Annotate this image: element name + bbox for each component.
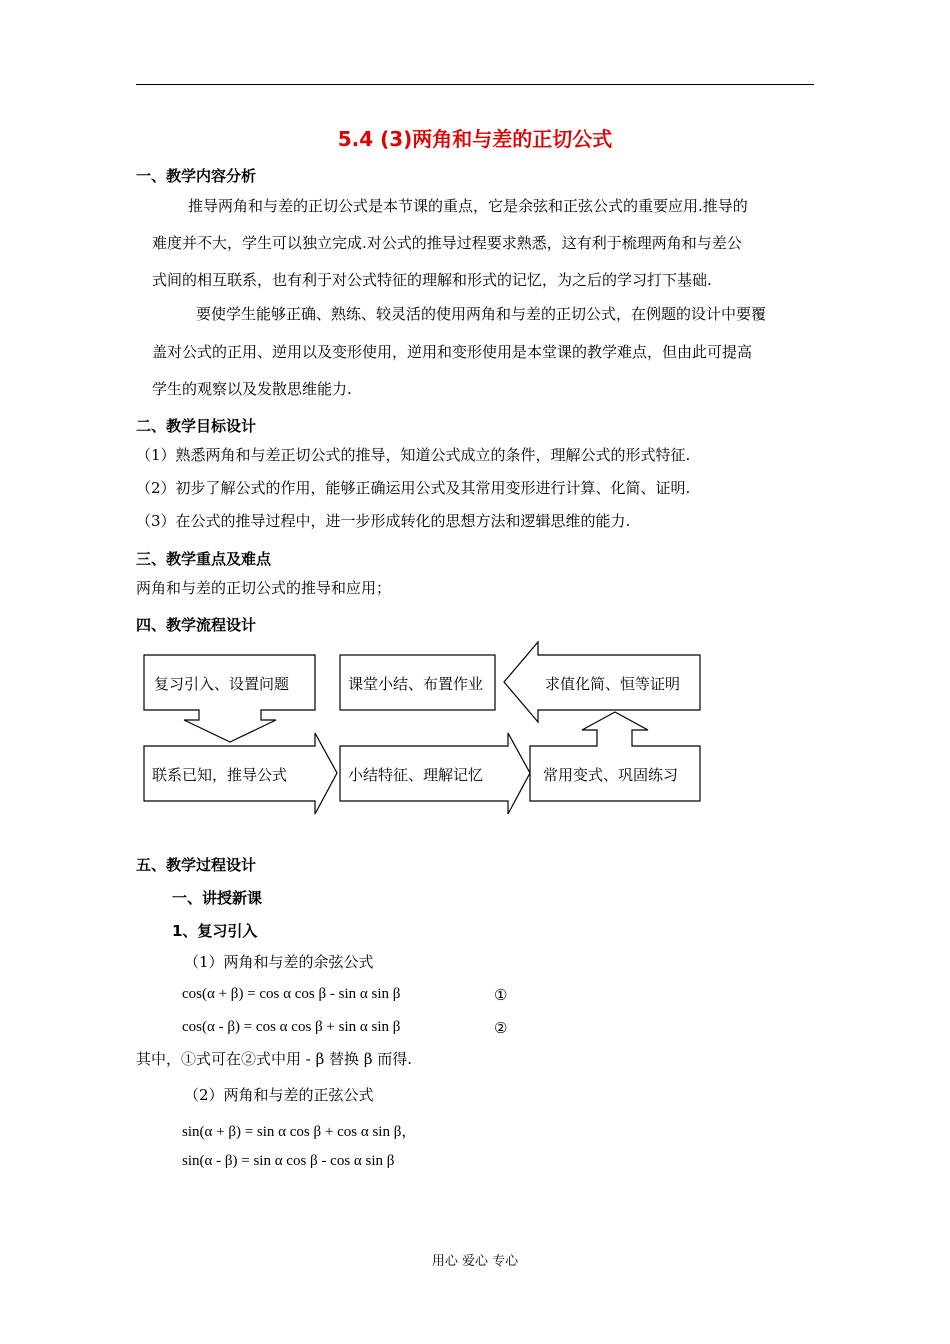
flow-box-review: 复习引入、设置问题 [154, 675, 290, 693]
flow-box-summary-features: 小结特征、理解记忆 [348, 766, 484, 784]
section-1-heading: 一、教学内容分析 [136, 167, 257, 185]
formula-mark-2: ② [494, 1019, 508, 1037]
flow-shape-box4 [530, 712, 700, 801]
formula-cos-minus: cos(α - β) = cos α cos β + sin α sin β [182, 1019, 401, 1035]
page-footer: 用心 爱心 专心 [431, 1254, 519, 1269]
formula-mark-1: ① [494, 986, 508, 1004]
page-title: 5.4 (3)两角和与差的正切公式 [337, 127, 613, 151]
s5-sub-heading-1: 一、讲授新课 [172, 889, 263, 907]
s5-sub-heading-2: 1、复习引入 [172, 922, 258, 940]
s2-item-3: （3）在公式的推导过程中，进一步形成转化的思想方法和逻辑思维的能力. [136, 512, 631, 530]
flow-shape-box1 [144, 655, 315, 742]
s2-item-2: （2）初步了解公式的作用，能够正确运用公式及其常用变形进行计算、化简、证明. [136, 479, 691, 497]
flow-box-evaluate: 求值化简、恒等证明 [545, 675, 681, 693]
s5-note: 其中，①式可在②式中用 - β 替换 β 而得. [136, 1050, 413, 1068]
s5-item-cos: （1）两角和与差的余弦公式 [184, 953, 374, 971]
s1-para1-line3: 式间的相互联系，也有利于对公式特征的理解和形式的记忆，为之后的学习打下基础. [152, 271, 712, 289]
flow-box-class-summary: 课堂小结、布置作业 [348, 675, 484, 693]
section-3-heading: 三、教学重点及难点 [136, 550, 272, 568]
s1-para2-line3: 学生的观察以及发散思维能力. [152, 380, 352, 398]
section-2-heading: 二、教学目标设计 [136, 417, 257, 435]
flow-box-derive: 联系已知，推导公式 [152, 766, 288, 784]
s1-para2-line1: 要使学生能够正确、熟练、较灵活的使用两角和与差的正切公式，在例题的设计中要覆 [196, 305, 767, 323]
formula-sin-minus: sin(α - β) = sin α cos β - cos α sin β [182, 1153, 395, 1169]
formula-sin-plus: sin(α + β) = sin α cos β + cos α sin β， [182, 1124, 417, 1140]
formula-cos-plus: cos(α + β) = cos α cos β - sin α sin β [182, 986, 401, 1002]
s1-para1-line1: 推导两角和与差的正切公式是本节课的重点，它是余弦和正弦公式的重要应用.推导的 [188, 197, 748, 215]
s5-item-sin: （2）两角和与差的正弦公式 [184, 1086, 374, 1104]
section-5-heading: 五、教学过程设计 [136, 856, 257, 874]
section-4-heading: 四、教学流程设计 [136, 616, 257, 634]
s1-para1-line2: 难度并不大，学生可以独立完成.对公式的推导过程要求熟悉，这有利于梳理两角和与差公 [152, 234, 742, 252]
s3-text: 两角和与差的正切公式的推导和应用； [136, 579, 392, 597]
s1-para2-line2: 盖对公式的正用、逆用以及变形使用，逆用和变形使用是本堂课的教学难点，但由此可提高 [152, 343, 753, 361]
flow-box-variants: 常用变式、巩固练习 [543, 766, 679, 784]
s2-item-1: （1）熟悉两角和与差正切公式的推导，知道公式成立的条件，理解公式的形式特征. [136, 446, 691, 464]
